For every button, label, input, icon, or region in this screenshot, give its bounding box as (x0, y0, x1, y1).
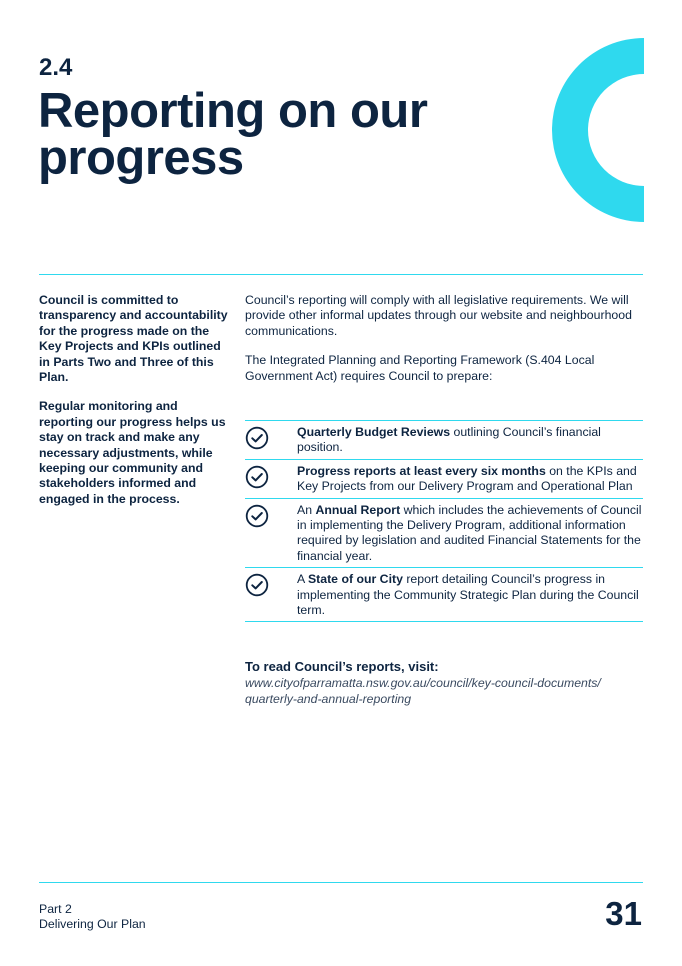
checklist-item-text (297, 503, 643, 565)
section-number: 2.4 (39, 54, 73, 81)
item-rest: report detailing Council’s progress in implementing the Community Strategic Plan during the Council term. (297, 572, 639, 618)
reports-label: To read Council’s reports, visit: (245, 659, 439, 674)
checklist-item-text (297, 425, 643, 456)
page-title: Reporting on our progress (38, 84, 428, 185)
item-bold: Progress reports at least every six months (297, 463, 546, 478)
footer-part-label: Part 2 (39, 902, 72, 916)
report-checklist (245, 420, 643, 622)
item-bold: Annual Report (315, 502, 401, 517)
top-divider (39, 274, 643, 275)
reports-reference (245, 659, 645, 707)
checklist-item (245, 567, 643, 622)
footer-part (39, 902, 146, 933)
checklist-item-text (297, 464, 643, 495)
body-column (245, 293, 640, 398)
item-prefix: A (297, 572, 308, 587)
item-rest: on the KPIs and Key Projects from our Delivery Program and Operational Plan (297, 463, 637, 494)
check-circle-icon (245, 465, 269, 489)
check-circle-icon (245, 504, 269, 528)
item-rest: outlining Council’s financial position. (297, 425, 601, 455)
intro-paragraph-2: Regular monitoring and reporting our progress helps us stay on track and make any necessary adjustments, while keeping our community and stakeholders informed and engaged in the process. (39, 399, 226, 506)
check-circle-icon (245, 426, 269, 450)
intro-column (39, 293, 229, 521)
checklist-item (245, 420, 643, 459)
item-rest: which includes the achievements of Council in implementing the Delivery Program, additional information required by legislation and audited Financial Statements for the financial year. (297, 502, 642, 563)
page-number: 31 (605, 895, 642, 932)
item-bold: State of our City (307, 572, 403, 587)
reports-url-line-2[interactable]: quarterly-and-annual-reporting (245, 692, 412, 706)
arc-decoration (540, 38, 644, 222)
footer-section-label: Delivering Our Plan (39, 917, 146, 932)
intro-paragraph-1: Council is committed to transparency and accountability for the progress made on the Key Projects and KPIs outlined in Parts Two and Three of this Plan. (39, 293, 228, 385)
reports-url-line-1[interactable]: www.cityofparramatta.nsw.gov.au/council/key-council-documents/ (245, 676, 601, 690)
body-paragraph-2: The Integrated Planning and Reporting Framework (S.404 Local Government Act) requires Council to prepare: (245, 353, 595, 383)
check-circle-icon (245, 573, 269, 597)
reports-link[interactable] (245, 675, 645, 707)
item-prefix: An (297, 502, 316, 517)
checklist-item (245, 498, 643, 568)
body-paragraph-1: Council’s reporting will comply with all legislative requirements. We will provide other informal updates through our website and neighbourhood communications. (245, 293, 632, 338)
footer-divider (39, 882, 643, 883)
item-bold: Quarterly Budget Reviews (297, 425, 451, 439)
checklist-item-text (297, 572, 643, 618)
checklist-item (245, 459, 643, 498)
